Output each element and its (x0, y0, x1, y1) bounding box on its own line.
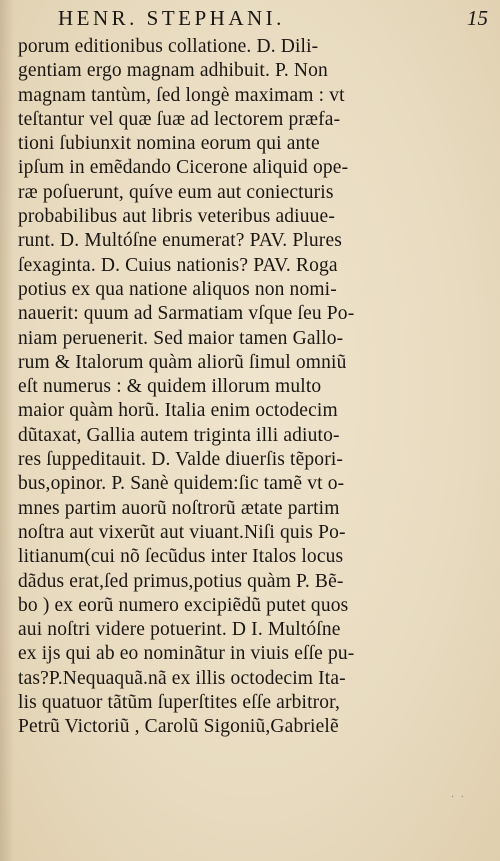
gutter-shadow (0, 0, 14, 861)
text-line: ex ijs qui ab eo nominãtur in viuis eſſe pu- (18, 643, 355, 665)
text-line: dãdus erat,ſed primus,potius quàm P. Bẽ- (18, 570, 344, 592)
text-line: niam peruenerit. Sed maior tamen Gallo- (18, 327, 344, 349)
page-number: 15 (467, 6, 488, 30)
text-line: noſtra aut vixerũt aut viuant.Niſi quis Po- (18, 521, 346, 543)
text-line: teſtantur vel quæ ſuæ ad lectorem præfa- (18, 108, 341, 130)
text-line: dũtaxat, Gallia autem triginta illi adiuto- (18, 424, 340, 446)
text-line: lis quatuor tãtũm ſuperſtites eſſe arbitror, (18, 692, 341, 714)
running-head-title: HENR. STEPHANI. (58, 6, 285, 30)
text-line: magnam tantùm, ſed longè maximam : vt (18, 84, 345, 106)
paper-speckle: · · (450, 792, 466, 803)
text-line: probabilibus aut libris veteribus adiuue- (18, 206, 335, 228)
text-line: ræ poſuerunt, quíve eum aut coniecturis (18, 181, 334, 203)
text-line: gentiam ergo magnam adhibuit. P. Non (18, 60, 328, 82)
text-line: runt. D. Multóſne enumerat? PAV. Plures (18, 230, 342, 252)
text-line: eſt numerus : & quidem illorum multo (18, 376, 322, 398)
text-line: nauerit: quum ad Sarmatiam vſque ſeu Po- (18, 303, 355, 325)
text-line: aui noſtri videre potuerint. D I. Multóſne (18, 619, 341, 641)
body-text (18, 35, 492, 740)
text-line: res ſuppeditauit. D. Valde diuerſis tẽpori- (18, 449, 344, 471)
text-line: tas?P.Nequaquã.nã ex illis octodecim Ita- (18, 667, 346, 689)
text-line: bus,opinor. P. Sanè quidem:ſic tamẽ vt o- (18, 473, 345, 495)
text-line: porum editionibus collatione. D. Dili- (18, 36, 319, 57)
text-line: potius ex qua natione aliquos non nomi- (18, 278, 337, 300)
text-line: rum & Italorum quàm aliorũ ſimul omniũ (18, 351, 347, 373)
text-line: bo ) ex eorũ numero excipiẽdũ putet quos (18, 594, 349, 616)
text-line: tioni ſubiunxit nomina eorum qui ante (18, 133, 320, 155)
text-line: Petrũ Victoriũ , Carolũ Sigoniũ,Gabrielẽ (18, 716, 339, 738)
text-line: mnes partim auorũ noſtrorũ ætate partim (18, 497, 340, 519)
text-line: ſexaginta. D. Cuius nationis? PAV. Roga (18, 254, 338, 276)
running-head (58, 4, 488, 32)
text-line: ipſum in emẽdando Cicerone aliquid ope- (18, 157, 349, 179)
text-line: litianum(cui nõ ſecũdus inter Italos locus (18, 546, 344, 568)
text-line: maior quàm horũ. Italia enim octodecim (18, 400, 338, 422)
